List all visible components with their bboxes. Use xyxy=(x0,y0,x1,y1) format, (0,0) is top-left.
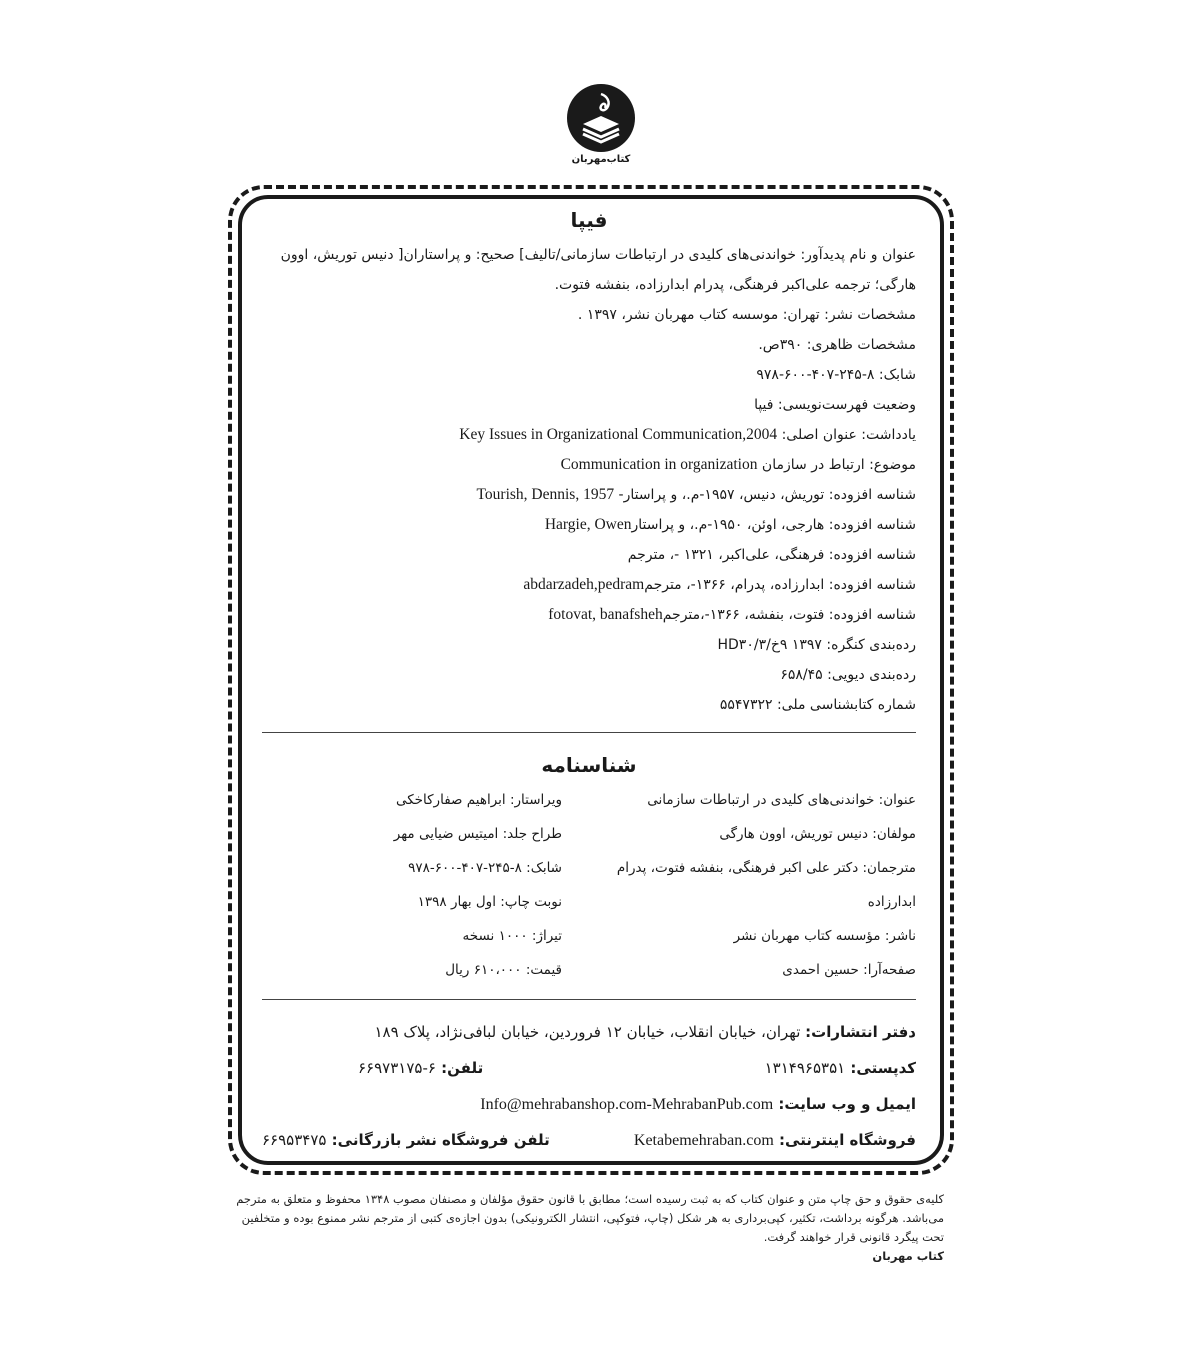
identity-field: ناشر: مؤسسه کتاب مهربان نشر xyxy=(733,928,916,944)
note-english: Key Issues in Organizational Communication,2004 xyxy=(459,426,778,443)
fipa-national-number: شماره کتابشناسی ملی: ۵۵۴۷۳۲۲ xyxy=(719,697,916,713)
email-label: ایمیل و وب سایت: xyxy=(773,1095,916,1113)
office-address xyxy=(262,1014,916,1050)
note-label: یادداشت: عنوان اصلی: xyxy=(777,427,916,443)
email-website xyxy=(262,1086,916,1122)
identity-field: عنوان: خواندنی‌های کلیدی در ارتباطات سازمانی xyxy=(647,792,916,808)
contact-section xyxy=(262,1014,916,1158)
added-entry-en: abdarzadeh,pedram xyxy=(523,576,645,593)
identity-grid xyxy=(262,783,916,987)
added-entry-fa: شناسه افزوده: هارجی، اوئن، ۱۹۵۰-م.، و پراستار xyxy=(631,517,916,533)
fipa-title: فیپا xyxy=(570,208,608,232)
fipa-added-entry xyxy=(262,600,916,630)
postal-label: کدپستی: xyxy=(845,1059,916,1077)
identity-right-column xyxy=(576,783,916,987)
identity-field: ابدارزاده xyxy=(867,894,916,910)
fipa-added-entry xyxy=(262,540,916,570)
fipa-entry: وضعیت فهرست‌نویسی: فیپا xyxy=(754,397,916,413)
fipa-entry: مشخصات نشر: تهران: موسسه کتاب مهربان نشر، ۱۳۹۷ . xyxy=(577,307,916,323)
divider xyxy=(262,999,916,1000)
identity-field: مولفان: دنیس توریش، اوون هارگی xyxy=(719,826,916,842)
added-entry-en: fotovat, banafsheh xyxy=(548,606,663,623)
divider xyxy=(262,732,916,733)
fipa-entry: شابک: ۸-۲۴۵-۴۰۷-۶۰۰-۹۷۸ xyxy=(756,367,916,383)
fipa-added-entry xyxy=(262,480,916,510)
identity-title: شناسنامه xyxy=(541,753,637,777)
copyright-brand: کتاب مهربان xyxy=(872,1249,944,1263)
copyright-text: کلیه‌ی حقوق و حق چاپ متن و عنوان کتاب که به ثبت رسیده است؛ مطابق با قانون حقوق مؤلفان و مصنفان مصوب ۱۳۴۸ محفوظ و متعلق به مترجم می‌باشد. هرگونه برداشت، تکثیر، کپی‌برداری به هر شکل (چاپ، فتوکپی، انتشار الکترونیکی) بدون اجازه‌ی کتبی از مترجم نشر ممنوع بوده و متخلفین تحت پیگرد قانونی قرار خواهند گرفت. xyxy=(236,1192,944,1244)
phone-label: تلفن: xyxy=(435,1059,484,1077)
added-entry-fa: شناسه افزوده: ابدارزاده، پدرام، ۱۳۶۶-، مترجم xyxy=(644,577,916,593)
added-entry-fa: شناسه افزوده: فرهنگی، علی‌اکبر، ۱۳۲۱ -، مترجم xyxy=(627,547,916,563)
shop-phone xyxy=(262,1122,550,1158)
identity-left-column xyxy=(262,783,562,987)
phone xyxy=(358,1050,483,1086)
online-shop xyxy=(634,1122,916,1158)
phone-value: ۶-۶۶۹۷۳۱۷۵ xyxy=(358,1059,436,1077)
postal-value: ۱۳۱۴۹۶۵۳۵۱ xyxy=(764,1059,846,1077)
fipa-note xyxy=(262,420,916,450)
publisher-logo xyxy=(561,82,641,174)
book-logo-icon xyxy=(561,82,641,154)
email-link[interactable]: Info@mehrabanshop.com-MehrabanPub.com xyxy=(480,1096,774,1113)
logo-text: کتاب‌مهربان xyxy=(571,154,631,165)
subject-label: موضوع: ارتباط در سازمان xyxy=(757,457,916,473)
added-entry-fa: شناسه افزوده: توریش، دنیس، ۱۹۵۷-م.، و پراستار- xyxy=(614,487,916,503)
identity-field: طراح جلد: امیتیس ضیایی مهر xyxy=(393,826,562,842)
shop-row xyxy=(262,1122,916,1158)
identity-field: نوبت چاپ: اول بهار ۱۳۹۸ xyxy=(417,894,562,910)
fipa-entry: مشخصات ظاهری: ۳۹۰ص. xyxy=(758,337,916,353)
identity-field: مترجمان: دکتر علی اکبر فرهنگی، بنفشه فتوت، پدرام xyxy=(616,860,916,876)
fipa-subject xyxy=(262,450,916,480)
added-entry-en: Tourish, Dennis, 1957 xyxy=(476,486,615,503)
fipa-added-entry xyxy=(262,570,916,600)
added-entry-fa: شناسه افزوده: فتوت، بنفشه، ۱۳۶۶-،مترجم xyxy=(662,607,916,623)
fipa-added-entry xyxy=(262,510,916,540)
identity-field: قیمت: ۶۱۰،۰۰۰ ریال xyxy=(445,962,562,978)
catalog-content xyxy=(262,200,916,1158)
shop-phone-value: ۶۶۹۵۳۴۷۵ xyxy=(262,1131,327,1149)
shop-phone-label: تلفن فروشگاه نشر بازرگانی: xyxy=(326,1131,550,1149)
fipa-dewey: رده‌بندی دیویی: ۶۵۸/۴۵ xyxy=(780,667,916,683)
identity-field: تیراژ: ۱۰۰۰ نسخه xyxy=(462,928,562,944)
postal-phone-row xyxy=(262,1050,916,1086)
identity-field: صفحه‌آرا: حسین احمدی xyxy=(782,962,916,978)
fipa-classification: رده‌بندی کنگره: ۱۳۹۷ ۹خ/۳/HD۳۰ xyxy=(717,637,916,653)
fipa-entry: عنوان و نام پدیدآور: خواندنی‌های کلیدی در ارتباطات سازمانی/تالیف] صحیح: و پراستاران[ دنیس توریش، اوون هارگی؛ ترجمه علی‌اکبر فرهنگی، پدرام ابدارزاده، بنفشه فتوت. xyxy=(280,247,916,293)
subject-english: Communication in organization xyxy=(560,456,758,473)
copyright-notice xyxy=(236,1190,944,1266)
shop-label: فروشگاه اینترنتی: xyxy=(773,1131,916,1149)
office-label: دفتر انتشارات: xyxy=(805,1023,916,1041)
shop-link[interactable]: Ketabemehraban.com xyxy=(633,1132,774,1149)
postal-code xyxy=(765,1050,916,1086)
office-value: تهران، خیابان انقلاب، خیابان ۱۲ فروردین، خیابان لبافی‌نژاد، پلاک ۱۸۹ xyxy=(374,1023,806,1041)
added-entry-en: Hargie, Owen xyxy=(544,516,632,533)
identity-field: ویراستار: ابراهیم صفارکاخکی xyxy=(395,792,562,808)
identity-field: شابک: ۸-۲۴۵-۴۰۷-۶۰۰-۹۷۸ xyxy=(408,860,562,876)
